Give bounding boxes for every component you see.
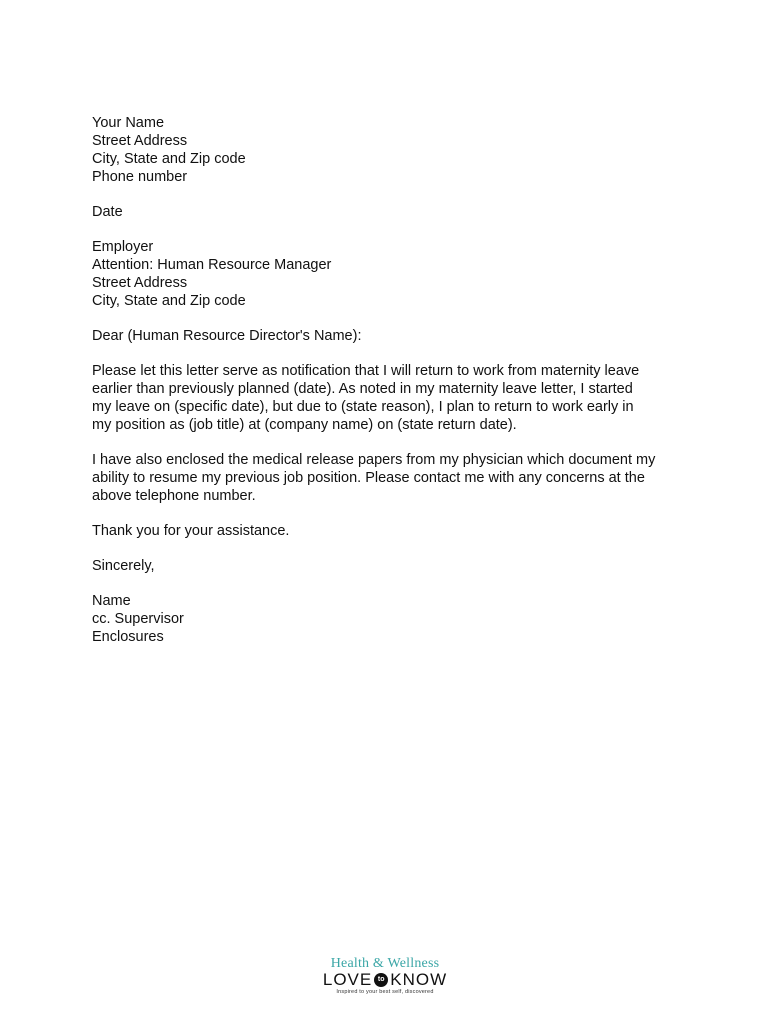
recipient-address [92,238,692,310]
paragraph-line: my position as (job title) at (company name) on (state return date). [92,417,517,433]
logo-know: KNOW [390,970,448,989]
closing-block [92,557,692,575]
paragraph-line: I have also enclosed the medical release papers from my physician which document my [92,452,656,468]
paragraph-line: my leave on (specific date), but due to (state reason), I plan to return to work early in [92,399,634,415]
logo-tagline: Inspired to your best self, discovered [336,989,434,995]
salutation-block [92,327,692,345]
paragraph-line: ability to resume my previous job position. Please contact me with any concerns at the [92,470,645,486]
signature-block [92,592,692,646]
signature-name: Name [92,593,131,609]
paragraph-line: earlier than previously planned (date). As noted in my maternity leave letter, I started [92,381,633,397]
sender-phone: Phone number [92,169,188,185]
body-paragraph-1 [92,362,692,434]
heart-icon [374,973,388,987]
signature-cc: cc. Supervisor [92,611,184,627]
date-block [92,203,692,221]
lovetoknow-logo [320,956,450,1000]
sender-city: City, State and Zip code [92,151,246,167]
body-paragraph-2 [92,451,692,505]
recipient-attention: Attention: Human Resource Manager [92,257,332,273]
letter [92,114,692,663]
signature-enclosures: Enclosures [92,629,164,645]
salutation: Dear (Human Resource Director's Name): [92,328,362,344]
sender-name: Your Name [92,115,165,131]
recipient-city: City, State and Zip code [92,293,246,309]
recipient-employer: Employer [92,239,154,255]
sender-address [92,114,692,186]
paragraph-line: above telephone number. [92,488,256,504]
paragraph-line: Thank you for your assistance. [92,523,290,539]
letter-date: Date [92,204,123,220]
closing: Sincerely, [92,558,155,574]
body-paragraph-3 [92,522,692,540]
recipient-street: Street Address [92,275,188,291]
sender-street: Street Address [92,133,188,149]
logo-to: to [377,976,385,983]
logo-love: LOVE [322,970,373,989]
paragraph-line: Please let this letter serve as notification that I will return to work from maternity leave [92,363,640,379]
logo-wordmark [320,971,450,989]
logo-health-wellness: Health & Wellness [330,956,440,971]
